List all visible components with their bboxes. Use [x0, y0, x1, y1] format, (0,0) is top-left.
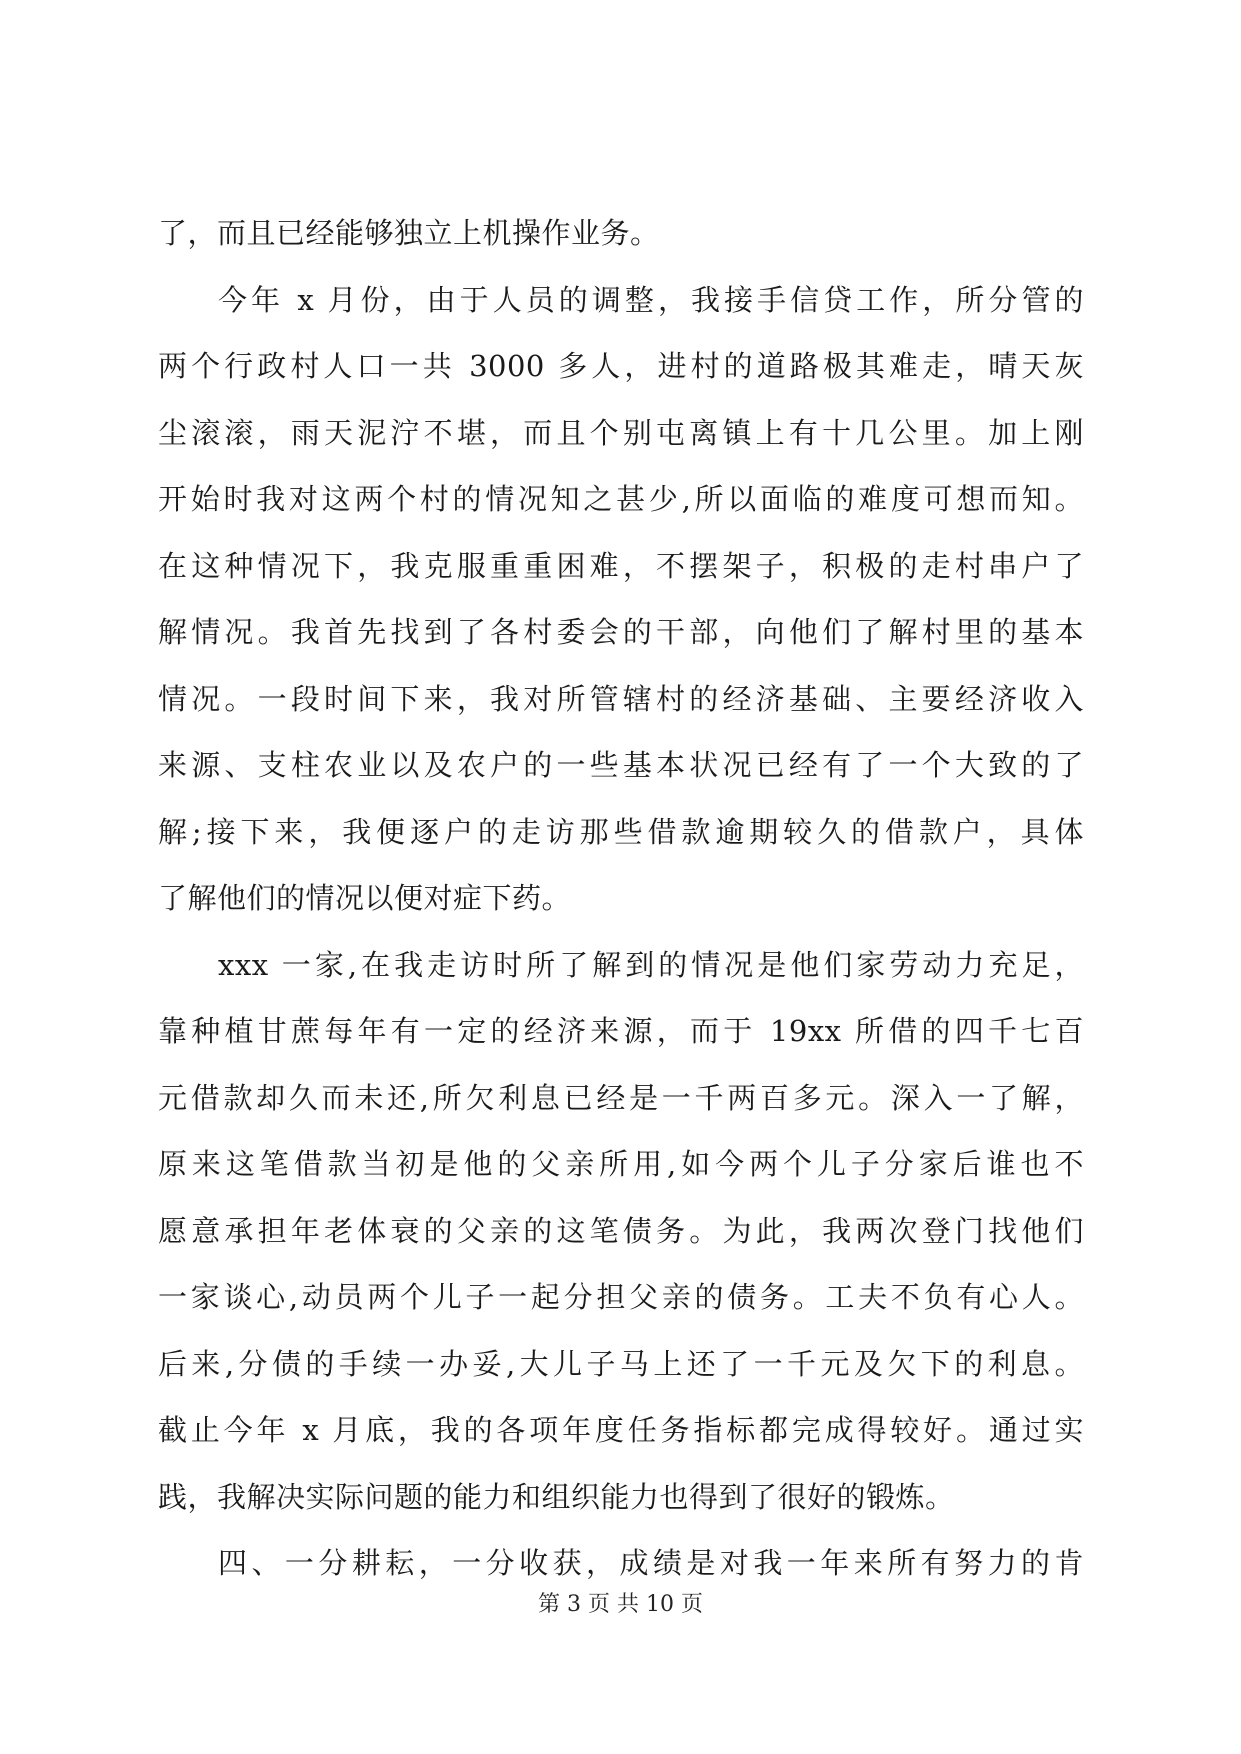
text-line: 情况。一段时间下来，我对所管辖村的经济基础、主要经济收入 — [158, 681, 1084, 716]
text-line: 解;接下来，我便逐户的走访那些借款逾期较久的借款户，具体 — [158, 814, 1084, 849]
text-line: 原来这笔借款当初是他的父亲所用,如今两个儿子分家后谁也不 — [158, 1147, 1084, 1181]
text-line: 解情况。我首先找到了各村委会的干部，向他们了解村里的基本 — [158, 615, 1084, 649]
page-number-label: 第 3 页 共 10 页 — [538, 1592, 703, 1617]
text-line: 后来,分债的手续一办妥,大儿子马上还了一千元及欠下的利息。 — [158, 1346, 1084, 1381]
text-line: 一家谈心,动员两个儿子一起分担父亲的债务。工夫不负有心人。 — [158, 1280, 1084, 1314]
text-line: 愿意承担年老体衰的父亲的这笔债务。为此，我两次登门找他们 — [158, 1213, 1084, 1248]
body-text — [158, 200, 1084, 1597]
text-line: 来源、支柱农业以及农户的一些基本状况已经有了一个大致的了 — [158, 748, 1084, 782]
text-line: 今年 x 月份，由于人员的调整，我接手信贷工作，所分管的 — [218, 282, 1084, 317]
text-line: 靠种植甘蔗每年有一定的经济来源，而于 19xx 所借的四千七百 — [158, 1014, 1084, 1048]
text-line: 开始时我对这两个村的情况知之甚少,所以面临的难度可想而知。 — [158, 482, 1084, 516]
page-footer — [0, 1590, 1241, 1620]
text-line: 元借款却久而未还,所欠利息已经是一千两百多元。深入一了解， — [158, 1080, 1084, 1115]
text-line: 四、一分耕耘，一分收获，成绩是对我一年来所有努力的肯 — [218, 1546, 1084, 1580]
text-line: 了解他们的情况以便对症下药。 — [158, 881, 572, 915]
text-line: 截止今年 x 月底，我的各项年度任务指标都完成得较好。通过实 — [158, 1413, 1084, 1447]
text-line: 两个行政村人口一共 3000 多人，进村的道路极其难走，晴天灰 — [158, 349, 1084, 383]
text-line: 了，而且已经能够独立上机操作业务。 — [158, 216, 660, 250]
text-line: xxx 一家,在我走访时所了解到的情况是他们家劳动力充足， — [218, 947, 1084, 982]
text-line: 尘滚滚，雨天泥泞不堪，而且个别屯离镇上有十几公里。加上刚 — [158, 415, 1084, 450]
text-line: 践，我解决实际问题的能力和组织能力也得到了很好的锻炼。 — [158, 1479, 955, 1514]
text-line: 在这种情况下，我克服重重困难，不摆架子，积极的走村串户了 — [158, 548, 1084, 583]
